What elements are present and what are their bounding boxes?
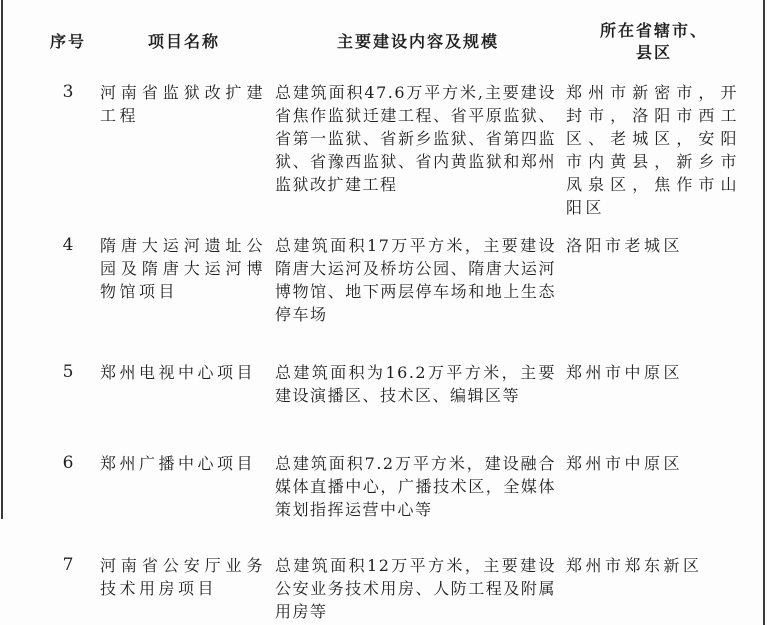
construction-content-cell: 总建筑面积12万平方米，主要建设公安业务技术用房、人防工程及附属用房等 — [275, 556, 556, 621]
header-location — [564, 20, 744, 64]
construction-content-cell: 总建筑面积7.2万平方米，建设融合媒体直播中心，广播技术区，全媒体策划指挥运营中心等 — [275, 454, 556, 519]
construction-content-cell: 总建筑面积为16.2万平方米，主要建设演播区、技术区、编辑区等 — [275, 363, 556, 405]
location-cell: 郑州市新密市，开封市，洛阳市西工区、老城区，安阳市内黄县，新乡市凤泉区，焦作市山阳区 — [566, 83, 740, 217]
location-cell: 郑州市中原区 — [566, 363, 684, 382]
location-cell: 洛阳市老城区 — [566, 236, 684, 255]
project-name-cell: 河南省监狱改扩建工程 — [100, 83, 266, 125]
header-location-line2: 县区 — [635, 43, 672, 62]
project-name-cell: 隋唐大运河遗址公园及隋唐大运河博物馆项目 — [100, 236, 266, 301]
project-name-cell: 河南省公安厅业务技术用房项目 — [100, 556, 266, 598]
header-location-line1: 所在省辖市、 — [599, 21, 708, 40]
table-row — [40, 361, 744, 407]
left-scan-border-line — [1, 0, 3, 519]
right-scan-border-line — [763, 0, 765, 625]
construction-content-cell: 总建筑面积17万平方米，主要建设隋唐大运河及桥坊公园、隋唐大运河博物馆、地下两层停车场和地上生态停车场 — [275, 236, 556, 324]
serial-number-cell: 3 — [62, 82, 74, 102]
location-cell: 郑州市中原区 — [566, 454, 684, 473]
location-cell: 郑州市郑东新区 — [566, 556, 703, 575]
project-name-cell: 郑州广播中心项目 — [100, 454, 257, 473]
table-row — [40, 452, 744, 521]
table-row — [40, 81, 744, 219]
serial-number-cell: 6 — [62, 453, 74, 473]
header-project-name: 项目名称 — [147, 32, 220, 51]
table-row — [40, 234, 744, 326]
projects-table — [40, 20, 744, 623]
serial-number-cell: 7 — [62, 555, 74, 575]
serial-number-cell: 5 — [62, 362, 74, 382]
project-name-cell: 郑州电视中心项目 — [100, 363, 257, 382]
serial-number-cell: 4 — [62, 235, 74, 255]
table-header-row — [40, 20, 744, 64]
header-serial-number: 序号 — [49, 32, 86, 51]
construction-content-cell: 总建筑面积47.6万平方米,主要建设省焦作监狱迁建工程、省平原监狱、省第一监狱、省新乡监狱、省第四监狱、省豫西监狱、省内黄监狱和郑州监狱改扩建工程 — [275, 83, 556, 194]
header-main-content-scale: 主要建设内容及规模 — [336, 32, 499, 51]
table-row — [40, 554, 744, 623]
